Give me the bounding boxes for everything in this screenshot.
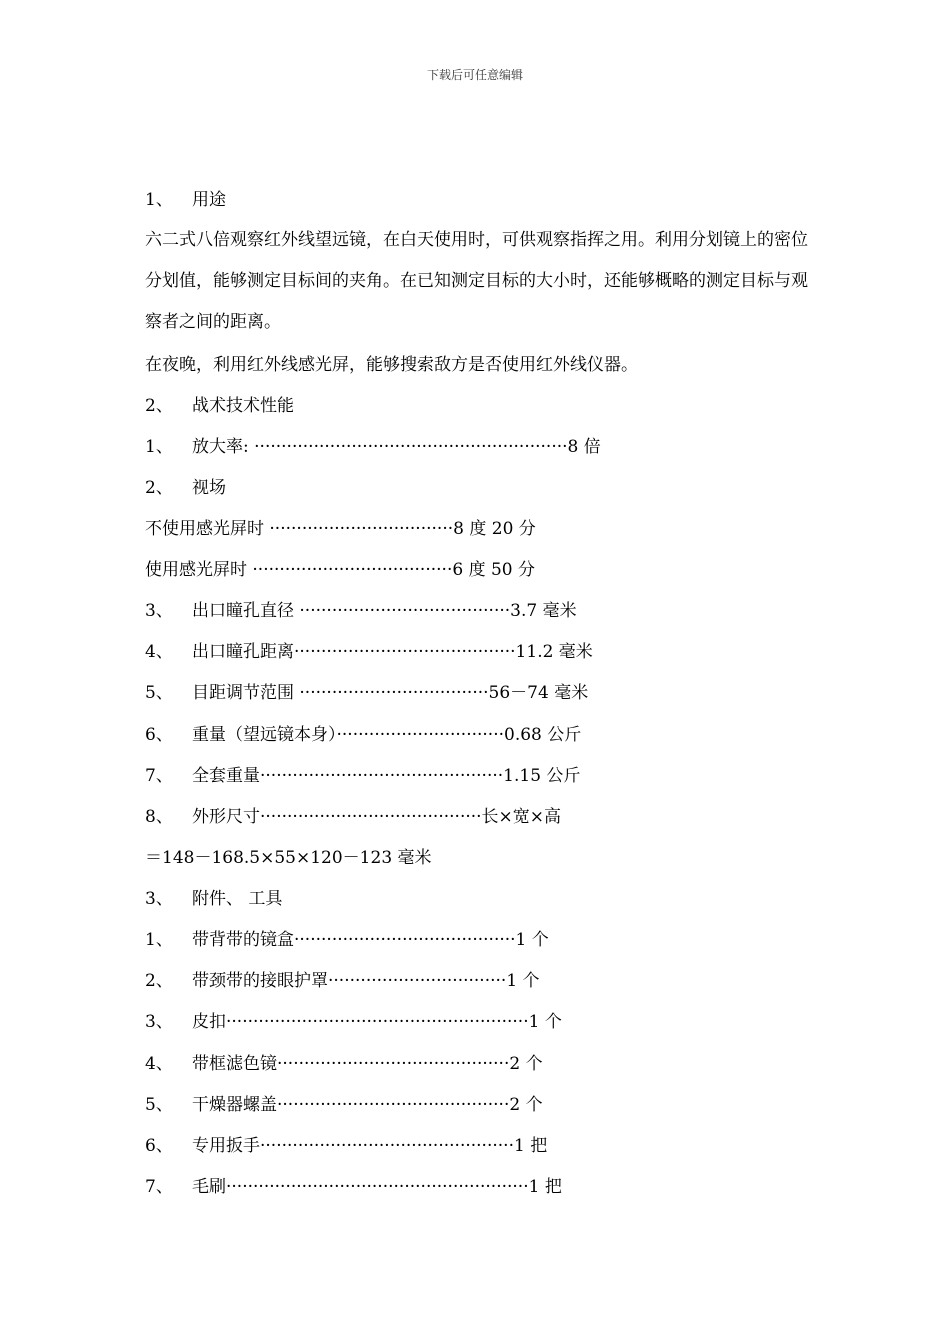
purpose-paragraph-2: 在夜晚，利用红外线感光屏，能够搜索敌方是否使用红外线仪器。 <box>145 355 638 375</box>
item-text: 目距调节范围 ···································56－74 毫米 <box>192 683 589 703</box>
item-text: 带颈带的接眼护罩·································1 个 <box>192 971 540 991</box>
item-number: 1、 <box>145 930 173 950</box>
section-number: 3、 <box>145 889 173 909</box>
page-header: 下载后可任意编辑 <box>426 68 523 82</box>
accessory-line <box>145 928 549 952</box>
section-number: 2、 <box>145 396 173 416</box>
section-title: 用途 <box>192 190 226 210</box>
item-number: 7、 <box>145 1177 173 1197</box>
section-1-heading <box>145 188 226 212</box>
item-text: 视场 <box>192 478 226 498</box>
item-number: 3、 <box>145 1012 173 1032</box>
item-text: 皮扣························································1 个 <box>192 1012 562 1032</box>
item-number: 5、 <box>145 683 173 703</box>
accessory-line <box>145 969 540 993</box>
item-text: 使用感光屏时 ·····································6 度 50 分 <box>145 560 536 580</box>
section-3-heading <box>145 887 282 911</box>
item-text: 带背带的镜盒·········································1 个 <box>192 930 549 950</box>
item-text: 出口瞳孔直径 ·······································3.7 毫米 <box>192 601 577 621</box>
section-title: 附件、 工具 <box>192 889 283 909</box>
item-text: 出口瞳孔距离·········································11.2 毫米 <box>192 642 593 662</box>
item-text: 外形尺寸·········································长×宽×高 <box>192 807 562 827</box>
item-number: 2、 <box>145 478 173 498</box>
item-number: 2、 <box>145 971 173 991</box>
item-text: 全套重量·············································1.15 公斤 <box>192 766 581 786</box>
section-number: 1、 <box>145 190 173 210</box>
spec-line <box>145 435 601 459</box>
item-number: 6、 <box>145 725 173 745</box>
item-text: 不使用感光屏时 ··································8 度 20 分 <box>145 519 536 539</box>
section-2-heading <box>145 394 294 418</box>
item-text: 干燥器螺盖···········································2 个 <box>192 1095 543 1115</box>
spec-line <box>145 805 561 829</box>
spec-line <box>145 517 536 541</box>
item-number: 8、 <box>145 807 173 827</box>
accessory-line <box>145 1093 543 1117</box>
item-text: 毛刷························································1 把 <box>192 1177 562 1197</box>
spec-line <box>145 723 581 747</box>
spec-line <box>145 764 580 788</box>
item-number: 7、 <box>145 766 173 786</box>
purpose-paragraph-1: 六二式八倍观察红外线望远镜，在白天使用时，可供观察指挥之用。利用分划镜上的密位分划值，能够测定目标间的夹角。在已知测定目标的大小时，还能够概略的测定目标与观察者之间的距离。 <box>145 230 808 332</box>
item-number: 4、 <box>145 642 173 662</box>
item-text: 放大率: ··························································8 倍 <box>192 437 601 457</box>
item-number: 4、 <box>145 1054 173 1074</box>
spec-line <box>145 681 588 705</box>
item-number: 3、 <box>145 601 173 621</box>
accessory-line <box>145 1010 562 1034</box>
spec-line <box>145 558 535 582</box>
item-number: 1、 <box>145 437 173 457</box>
accessory-line <box>145 1134 547 1158</box>
section-title: 战术技术性能 <box>192 396 294 416</box>
spec-line <box>145 599 577 623</box>
spec-line <box>145 476 226 500</box>
accessory-line <box>145 1175 562 1199</box>
spec-line <box>145 846 432 870</box>
spec-line <box>145 640 593 664</box>
item-number: 6、 <box>145 1136 173 1156</box>
item-text: 带框滤色镜···········································2 个 <box>192 1054 543 1074</box>
item-text: ＝148－168.5×55×120－123 毫米 <box>145 848 432 868</box>
item-number: 5、 <box>145 1095 173 1115</box>
item-text: 重量（望远镜本身）·······························0.68 公斤 <box>192 725 582 745</box>
accessory-line <box>145 1052 543 1076</box>
item-text: 专用扳手···············································1 把 <box>192 1136 548 1156</box>
